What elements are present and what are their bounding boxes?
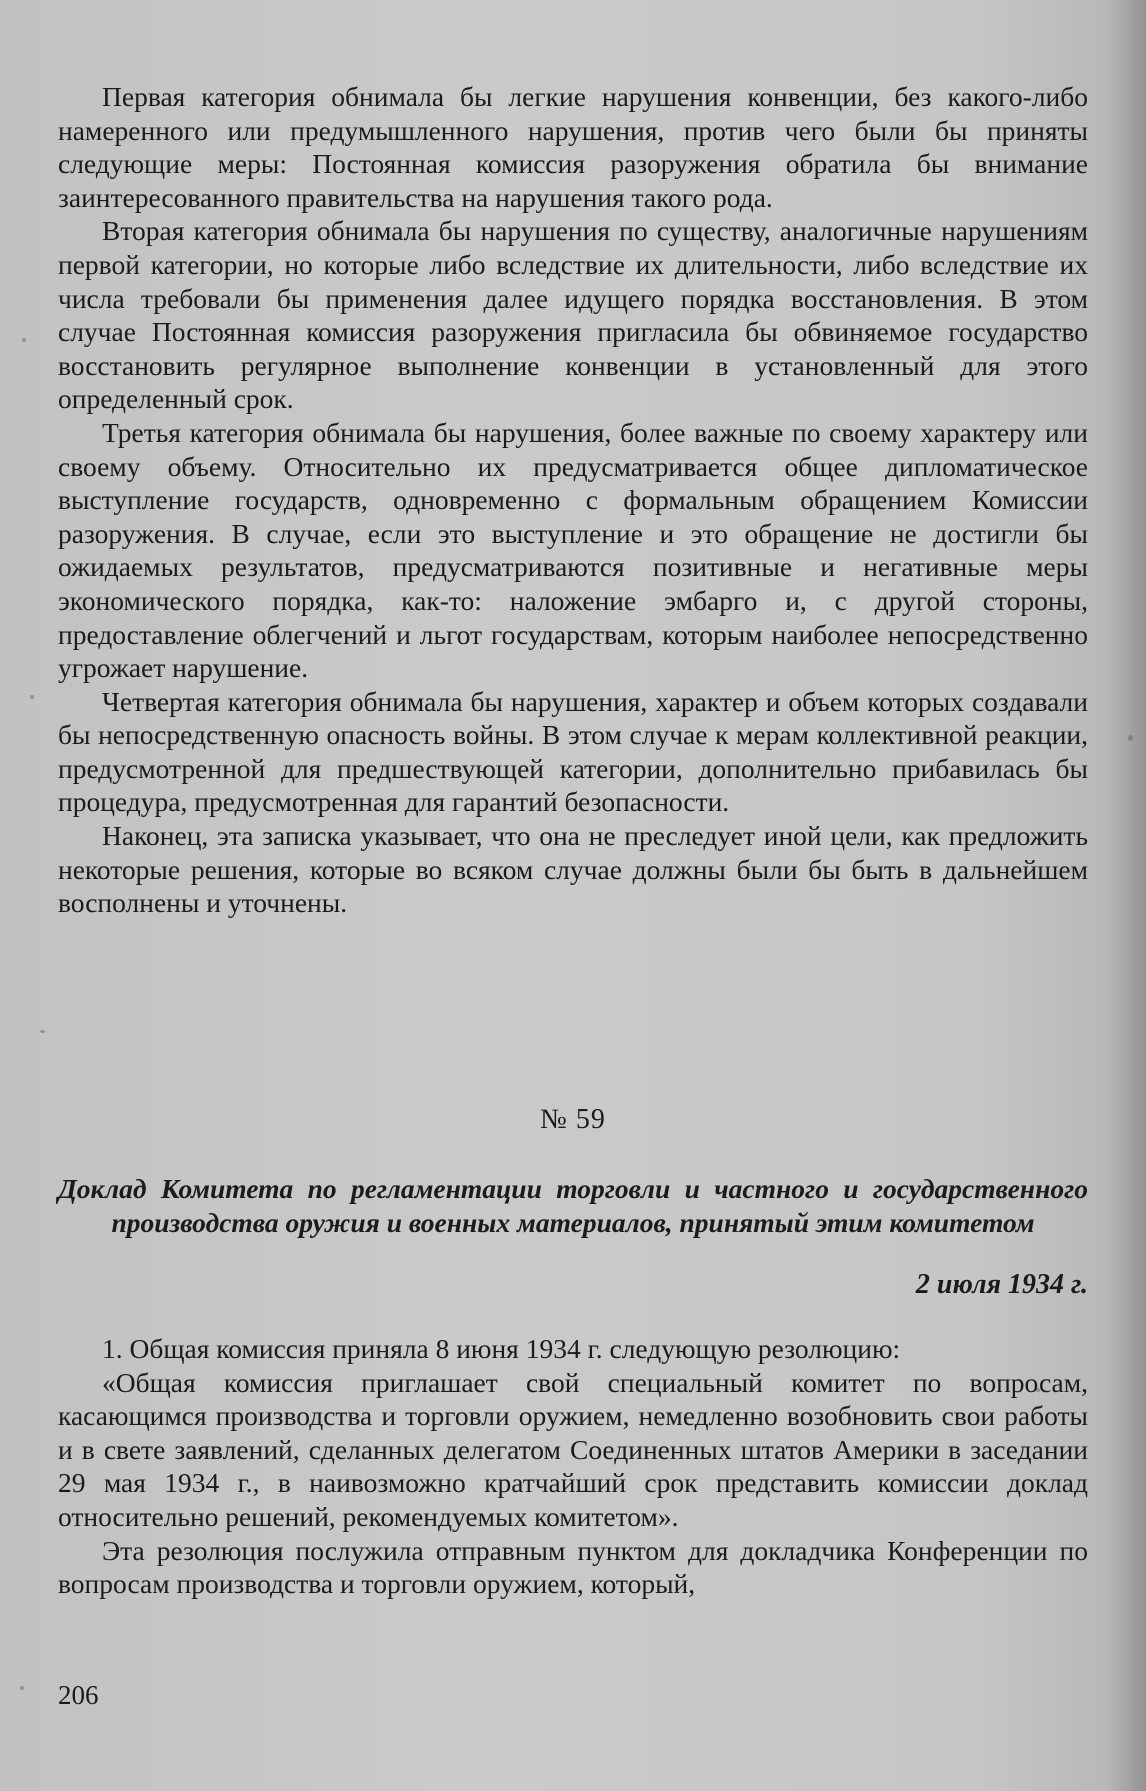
- body-text-top: [58, 80, 1088, 920]
- paragraph-third-category: Третья категория обнимала бы нарушения, более важные по своему характеру или своему объему. Относительно их предусматривается общее дипломатическое выступление государств, одновременно с формальным обращением Комиссии разоружения. В случае, если это выступление и это обращение не достигли бы ожидаемых результатов, предусматриваются позитивные и негативные меры экономического порядка, как-то: наложение эмбарго и, с другой стороны, предоставление облегчений и льгот государствам, которым наиболее непосредственно угрожает нарушение.: [58, 416, 1088, 684]
- scan-speck: [1128, 735, 1133, 741]
- paragraph-resolution-quote: «Общая комиссия приглашает свой специальный комитет по вопросам, касающимся производства и торговли оружием, немедленно возобновить свои работы и в свете заявлений, сделанных делегатом Соединенных штатов Америки в заседании 29 мая 1934 г., в наивозможно кратчайший срок представить комиссии доклад относительно решений, рекомендуемых комитетом».: [58, 1366, 1088, 1532]
- paragraph-fourth-category: Четвертая категория обнимала бы нарушения, характер и объем которых создавали бы непосредственную опасность войны. В этом случае к мерам коллективной реакции, предусмотренной для предшествующей категории, дополнительно прибавилась бы процедура, предусмотренная для гарантий безопасности.: [58, 685, 1088, 818]
- paragraph-conclusion: Наконец, эта записка указывает, что она не преследует иной цели, как предложить некоторые решения, которые во всяком случае должны были бы быть в дальнейшем восполнены и уточнены.: [58, 820, 1088, 919]
- document-number: № 59: [540, 1104, 606, 1135]
- paragraph-second-category: Вторая категория обнимала бы нарушения по существу, аналогичные нарушениям первой категории, но которые либо вследствие их длительности, либо вследствие их числа требовали бы применения далее идущего порядка восстановления. В этом случае Постоянная комиссия разоружения пригласила бы обвиняемое государство восстановить регулярное выполнение конвенции в установленный для этого определенный срок.: [58, 215, 1088, 415]
- paragraph-resolution-intro: 1. Общая комиссия приняла 8 июня 1934 г. следующую резолюцию:: [102, 1333, 901, 1364]
- body-text-bottom: [58, 1332, 1088, 1601]
- page-edge-shadow: [1106, 0, 1146, 1791]
- scan-speck: [20, 1686, 24, 1690]
- scan-speck: [40, 1030, 45, 1033]
- paragraph-first-category: Первая категория обнимала бы легкие нарушения конвенции, без какого-либо намеренного или предумышленного нарушения, против чего были бы приняты следующие меры: Постоянная комиссия разоружения обратила бы внимание заинтересованного правительства на нарушения такого рода.: [58, 81, 1088, 213]
- document-date: 2 июля 1934 г.: [915, 1269, 1088, 1300]
- scan-speck: [30, 695, 34, 699]
- document-title: Доклад Комитета по регламентации торговли и частного и государственного производства оружия и военных материалов, принятый этим комитетом: [58, 1173, 1088, 1238]
- scan-speck: [22, 338, 26, 342]
- paragraph-rapporteur: Эта резолюция послужила отправным пунктом для докладчика Конференции по вопросам производства и торговли оружием, который,: [58, 1534, 1088, 1600]
- page-number: 206: [58, 1680, 99, 1710]
